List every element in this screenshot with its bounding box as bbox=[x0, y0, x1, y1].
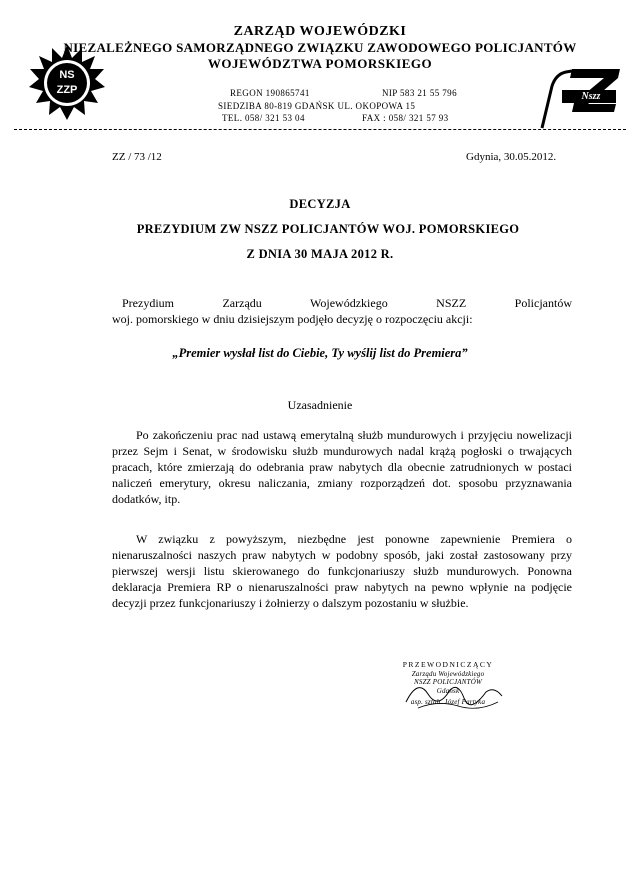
logo-text-top: NS bbox=[59, 69, 75, 81]
justification-heading: Uzasadnienie bbox=[287, 398, 353, 412]
signature-name: asp. sztab. Józef Partyka bbox=[410, 698, 486, 706]
org-name-line3: WOJEWÓDZTWA POMORSKIEGO bbox=[207, 56, 433, 71]
document-subtitle: PREZYDIUM ZW NSZZ POLICJANTÓW WOJ. POMORSKIEGO bbox=[136, 222, 520, 236]
telephone: TEL. 058/ 321 53 04 bbox=[222, 113, 305, 123]
logo-label: Nszz bbox=[581, 91, 601, 102]
signature-line2: Zarządu Wojewódzkiego bbox=[411, 669, 485, 678]
action-name: „Premier wysłał list do Ciebie, Ty wyślij list do Premiera” bbox=[172, 346, 468, 360]
document-title: DECYZJA bbox=[289, 197, 351, 211]
handwritten-signature bbox=[398, 672, 508, 716]
logo-text-bottom: ZZP bbox=[56, 84, 78, 96]
intro-paragraph bbox=[112, 295, 572, 327]
reference-number: ZZ / 73 /12 bbox=[112, 151, 162, 163]
regon: REGON 190865741 bbox=[230, 88, 310, 98]
paragraph-1: Po zakończeniu prac nad ustawą emerytalną służb mundurowych i przyjęciu nowelizacji przez Sejm i Senat, w środowisku służb mundurowych nadal krążą pogłoski o trwających pracach, które zmierzają do odebrania praw nabytych dla obecnie zatrudnionych w postaci naliczeń emerytury, okresu naliczania, zmiany rozporządzeń dot. sposobu przyznawania dodatków, itp. bbox=[112, 428, 572, 506]
signature-title: PRZEWODNICZĄCY bbox=[402, 660, 494, 669]
signature-line3: NSZZ POLICJANTÓW bbox=[414, 678, 482, 686]
pomorskie-map-logo-icon bbox=[532, 66, 624, 130]
intro-line1: Prezydium Zarządu Wojewódzkiego NSZZ Policjantów bbox=[122, 296, 572, 310]
nip: NIP 583 21 55 796 bbox=[382, 88, 457, 98]
paragraph-2: W związku z powyższym, niezbędne jest ponowne zapewnienie Premiera o nienaruszalności naszych praw nabytych w podobny sposób, jaki został zastosowany przy pierwszej wersji listu skierowanego do funkcjonariuszy służb mundurowych. Ponowna deklaracja Premiera RP o nienaruszalności praw nabytych na pewno wpłynie na podjęcie decyzji przez funkcjonariuszy i żołnierzy o dalszym pozostaniu w służbie. bbox=[112, 532, 572, 610]
document-date: Z DNIA 30 MAJA 2012 R. bbox=[246, 247, 394, 261]
org-name-line1: ZARZĄD WOJEWÓDZKI bbox=[233, 24, 407, 39]
org-name-line2: NIEZALEŻNEGO SAMORZĄDNEGO ZWIĄZKU ZAWODOWEGO POLICJANTÓW bbox=[63, 40, 577, 55]
address: SIEDZIBA 80-819 GDAŃSK UL. OKOPOWA 15 bbox=[218, 101, 416, 111]
intro-line2: woj. pomorskiego w dniu dzisiejszym podjęło decyzję o rozpoczęciu akcji: bbox=[112, 312, 473, 326]
signature-line4: Gdańsk bbox=[436, 686, 460, 695]
header-divider bbox=[14, 129, 626, 130]
fax: FAX : 058/ 321 57 93 bbox=[362, 113, 449, 123]
place-date: Gdynia, 30.05.2012. bbox=[466, 151, 557, 163]
